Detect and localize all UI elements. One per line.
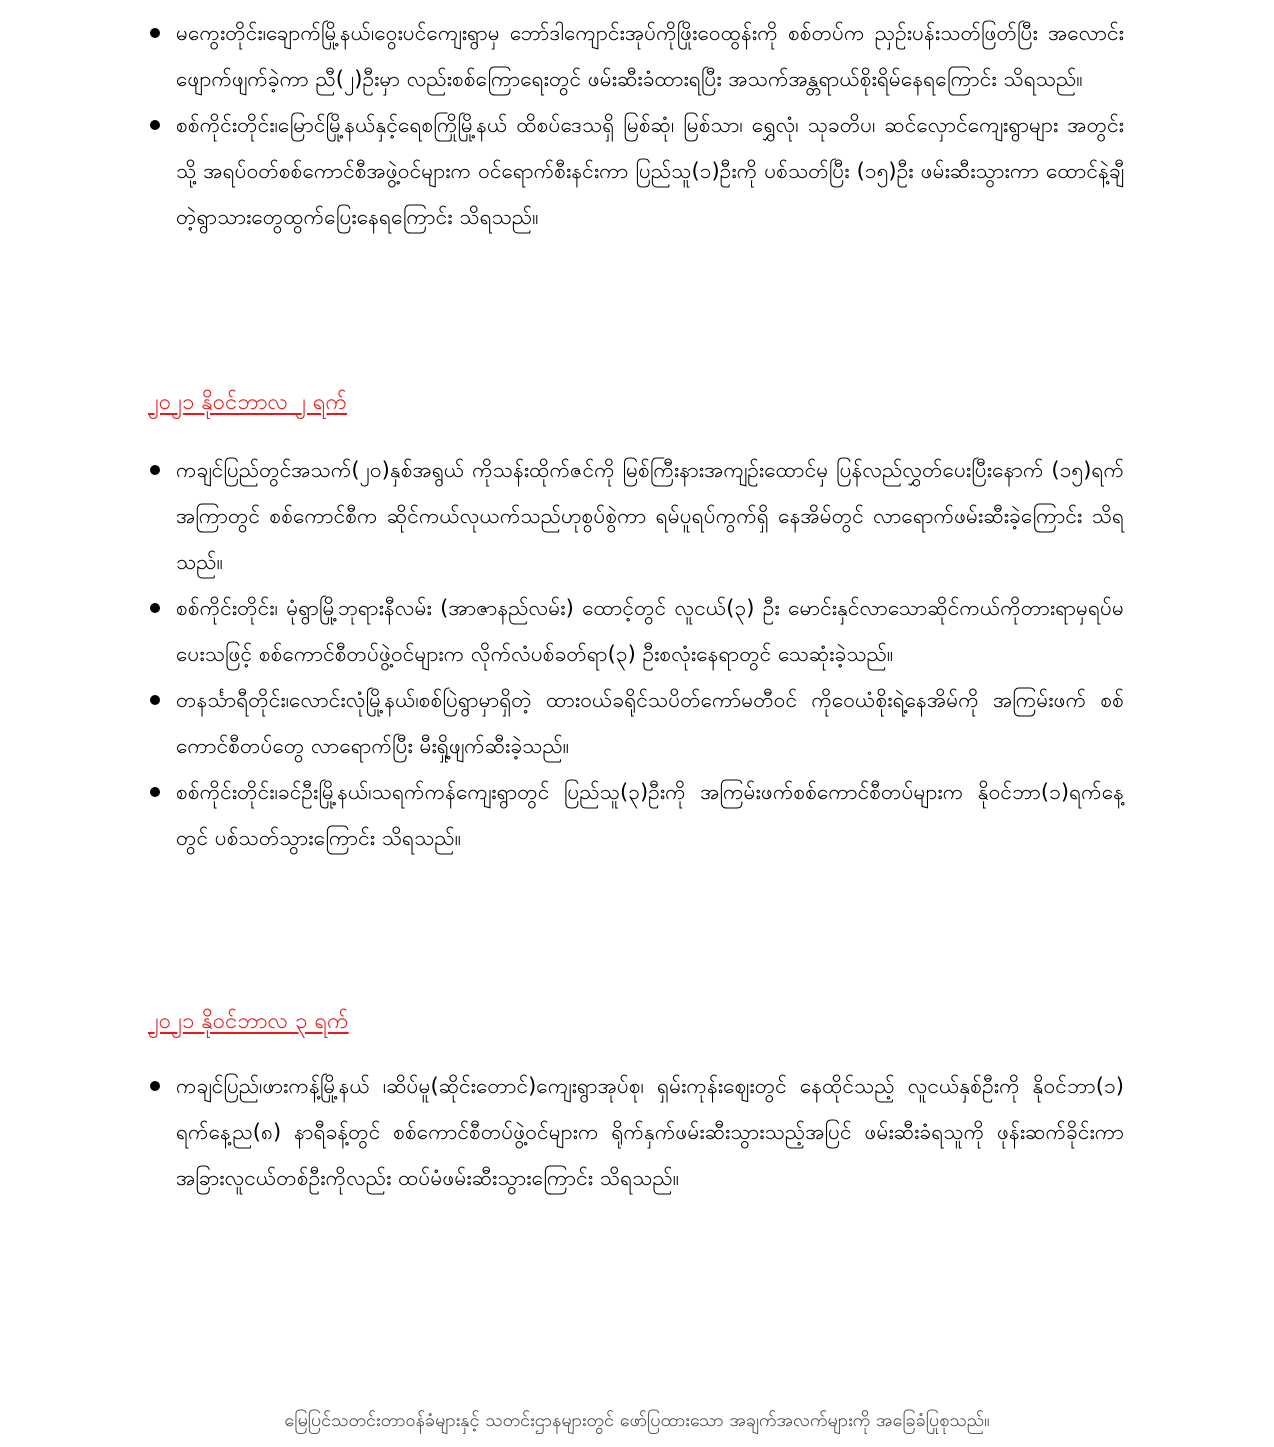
- list-item: [148, 447, 1124, 585]
- bullet-icon: [150, 787, 160, 797]
- list-item: [148, 677, 1124, 769]
- list-item-text: စစ်ကိုင်းတိုင်း၊မြောင်မြို့နယ်နှင့်ရေစကြိုမြို့နယ် ထိစပ်ဒေသရှိ မြစ်ဆုံ၊ မြစ်သာ၊ ရွှေလုံ၊ သုခတိပ၊ ဆင်လှောင်ကျေးရွာများ အတွင်းသို့ အရပ်ဝတ်စစ်ကောင်စီအဖွဲ့ဝင်များက ဝင်ရောက်စီးနင်းကာ ပြည်သူ(၁)ဦးကို ပစ်သတ်ပြီး (၁၅)ဦး ဖမ်းဆီးသွားကာ ထောင်နဲ့ချီတဲ့ရွာသားတွေထွက်ပြေးနေရကြောင်း သိရသည်။: [176, 113, 1124, 229]
- list-item-text: ကချင်ပြည်တွင်အသက်(၂၀)နှစ်အရွယ် ကိုသန်းထိုက်ဇင်ကို မြစ်ကြီးနားအကျဥ်းထောင်မှ ပြန်လည်လွှတ်ပေးပြီးနောက် (၁၅)ရက်အကြာတွင် စစ်ကောင်စီက ဆိုင်ကယ်လုယက်သည်ဟုစွပ်စွဲကာ ရမ်ပူရပ်ကွက်ရှိ နေအိမ်တွင် လာရောက်ဖမ်းဆီးခဲ့ကြောင်း သိရသည်။: [176, 458, 1124, 574]
- bullet-icon: [150, 1081, 160, 1091]
- section-heading-nov-2: ၂၀၂၁ နိုဝင်ဘာလ ၂ ရက်: [148, 390, 348, 415]
- bullet-icon: [150, 603, 160, 613]
- list-item-text: မကွေးတိုင်း၊ချောက်မြို့နယ်၊ဝွေးပင်ကျေးရွာမှ ဘော်ဒါကျောင်းအုပ်ကိုဖြိုးဝေထွန်းကို စစ်တပ်က ညှဥ်းပန်းသတ်ဖြတ်ပြီး အလောင်းဖျောက်ဖျက်ခဲ့ကာ ညီ(၂)ဦးမှာ လည်းစစ်ကြောရေးတွင် ဖမ်းဆီးခံထားရပြီး အသက်အန္တရာယ်စိုးရိမ်နေရကြောင်း သိရသည်။: [176, 21, 1124, 91]
- section-nov-3-bullet-list: [148, 1063, 1124, 1201]
- list-item-text: စစ်ကိုင်းတိုင်း၊ မုံရွာမြို့ဘုရားနီလမ်း (အာဇာနည်လမ်း) ထောင့်တွင် လူငယ်(၃) ဦး မောင်းနှင်လာသောဆိုင်ကယ်ကိုတားရာမှရပ်မပေးသဖြင့် စစ်ကောင်စီတပ်ဖွဲ့ဝင်များက လိုက်လံပစ်ခတ်ရာ(၃) ဦးစလုံးနေရာတွင် သေဆုံးခဲ့သည်။: [176, 596, 1124, 666]
- list-item-text: စစ်ကိုင်းတိုင်း၊ခင်ဦးမြို့နယ်၊သရက်ကန်ကျေးရွာတွင် ပြည်သူ(၃)ဦးကို အကြမ်းဖက်စစ်ကောင်စီတပ်များက နိုဝင်ဘာ(၁)ရက်နေ့တွင် ပစ်သတ်သွားကြောင်း သိရသည်။: [176, 780, 1124, 850]
- intro-bullet-list: [148, 10, 1124, 240]
- page-footer: မြေပြင်သတင်းတာဝန်ခံများနှင့် သတင်းဌာနများတွင် ဖော်ပြထားသော အချက်အလက်များကို အခြေခံပြုစုသည်။: [284, 1410, 990, 1431]
- bullet-icon: [150, 120, 160, 130]
- section-nov-2-bullet-list: [148, 447, 1124, 861]
- bullet-icon: [150, 465, 160, 475]
- list-item-text: ကချင်ပြည်၊ဖားကန့်မြို့နယ် ၊ဆိပ်မူ(ဆိုင်းတောင်)ကျေးရွာအုပ်စု၊ ရှမ်းကုန်းဈေးတွင် နေထိုင်သည့် လူငယ်နှစ်ဦးကို နိုဝင်ဘာ(၁) ရက်နေ့ည(၈) နာရီခန့်တွင် စစ်ကောင်စီတပ်ဖွဲ့ဝင်များက ရိုက်နှက်ဖမ်းဆီးသွားသည့်အပြင် ဖမ်းဆီးခံရသူကို ဖုန်းဆက်ခိုင်းကာ အခြားလူငယ်တစ်ဦးကိုလည်း ထပ်မံဖမ်းဆီးသွားကြောင်း သိရသည်။: [176, 1074, 1124, 1190]
- list-item: [148, 769, 1124, 861]
- list-item: [148, 10, 1124, 102]
- list-item-text: တနင်္သာရီတိုင်း၊လောင်းလုံမြို့နယ်၊စစ်ပြဲရွာမှာရှိတဲ့ ထားဝယ်ခရိုင်သပိတ်ကော်မတီဝင် ကိုဝေယံစိုးရဲ့နေအိမ်ကို အကြမ်းဖက် စစ်ကောင်စီတပ်တွေ လာရောက်ပြီး မီးရှို့ဖျက်ဆီးခဲ့သည်။: [176, 688, 1124, 758]
- list-item: [148, 585, 1124, 677]
- bullet-icon: [150, 28, 160, 38]
- list-item: [148, 102, 1124, 240]
- bullet-icon: [150, 695, 160, 705]
- section-heading-nov-3: ၂၀၂၁ နိုဝင်ဘာလ ၃ ရက်: [148, 1009, 349, 1034]
- list-item: [148, 1063, 1124, 1201]
